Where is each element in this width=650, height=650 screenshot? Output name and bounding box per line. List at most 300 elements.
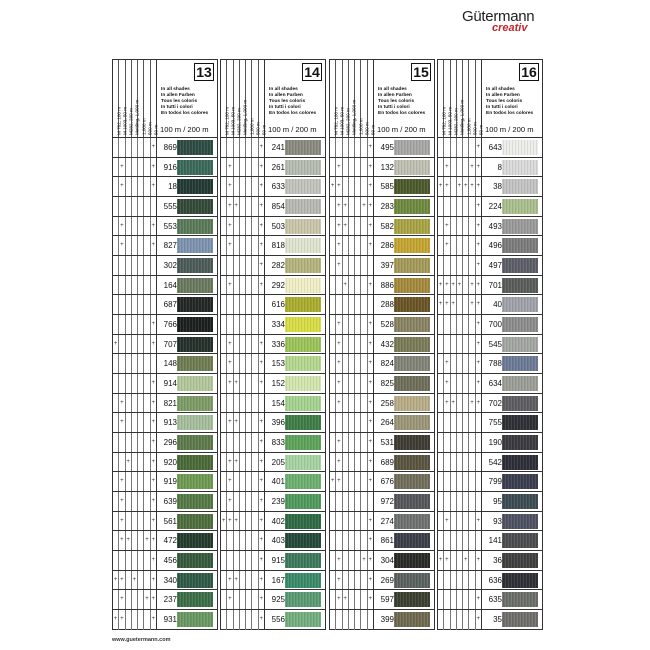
- shade-code: 496: [488, 241, 502, 251]
- availability-mark: +: [337, 576, 341, 583]
- availability-cell: [368, 256, 374, 275]
- shade-row: [330, 590, 434, 610]
- shade-code: 35: [493, 615, 502, 625]
- availability-cell: [151, 394, 157, 413]
- availability-cell: [368, 571, 374, 590]
- language-line: In all shades: [161, 87, 190, 92]
- column-header: [476, 60, 482, 137]
- shade-row: [221, 531, 325, 551]
- shade-row: [438, 551, 542, 571]
- availability-mark: +: [476, 616, 480, 623]
- availability-mark: +: [151, 616, 155, 623]
- availability-cell: [259, 531, 265, 550]
- availability-mark: +: [113, 576, 118, 583]
- shade-code: 286: [380, 241, 394, 251]
- languages-note: [161, 87, 208, 117]
- shade-code: 493: [488, 221, 502, 231]
- thread-swatch: [394, 494, 430, 509]
- shade-code: 38: [493, 182, 502, 192]
- shade-row: [330, 276, 434, 296]
- shade-row: [438, 256, 542, 276]
- availability-cell: [151, 531, 157, 550]
- length-label: 100 m / 200 m: [160, 125, 209, 134]
- thread-swatch: [285, 199, 321, 214]
- shade-code: 282: [271, 261, 285, 271]
- availability-cell: [151, 374, 157, 393]
- availability-mark: +: [228, 517, 232, 524]
- shade-code: 556: [271, 615, 285, 625]
- availability-cell: [259, 610, 265, 630]
- availability-mark: +: [368, 399, 372, 406]
- thread-swatch: [285, 140, 321, 155]
- availability-mark: +: [337, 163, 341, 170]
- shade-code: 8: [497, 162, 502, 172]
- availability-cell: [151, 433, 157, 452]
- thread-swatch: [177, 356, 213, 371]
- availability-cell: [476, 138, 482, 157]
- shade-code: 503: [271, 221, 285, 231]
- language-line: In tutti i colori: [486, 105, 518, 110]
- availability-mark: +: [337, 458, 341, 465]
- shade-code: 788: [488, 359, 502, 369]
- shade-row: [221, 177, 325, 197]
- shade-row: [113, 217, 217, 237]
- shade-code: 827: [163, 241, 177, 251]
- availability-mark: +: [330, 478, 335, 485]
- availability-cell: [259, 217, 265, 236]
- availability-mark: +: [445, 242, 449, 249]
- shade-code: 190: [488, 438, 502, 448]
- thread-swatch: [394, 317, 430, 332]
- availability-mark: +: [259, 576, 263, 583]
- shade-panel-15: [329, 59, 435, 630]
- shade-code: 597: [380, 595, 394, 605]
- availability-cell: [476, 276, 482, 295]
- availability-cell: [476, 571, 482, 590]
- shade-row: [330, 610, 434, 630]
- availability-mark: +: [445, 301, 449, 308]
- shade-code: 531: [380, 438, 394, 448]
- thread-swatch: [177, 474, 213, 489]
- availability-cell: [151, 138, 157, 157]
- shade-code: 702: [488, 398, 502, 408]
- availability-cell: [259, 394, 265, 413]
- availability-mark: +: [151, 458, 155, 465]
- availability-mark: +: [145, 596, 149, 603]
- availability-cell: [368, 472, 374, 491]
- availability-cell: [368, 315, 374, 334]
- shade-row: [221, 217, 325, 237]
- shade-row: [113, 158, 217, 178]
- availability-mark: +: [368, 576, 372, 583]
- panel-header: [330, 60, 434, 138]
- thread-swatch: [177, 199, 213, 214]
- availability-mark: +: [120, 399, 124, 406]
- thread-swatch: [177, 179, 213, 194]
- availability-mark: +: [368, 281, 372, 288]
- language-line: In allen Farben: [378, 93, 412, 98]
- availability-mark: +: [368, 183, 372, 190]
- shade-code: 495: [380, 143, 394, 152]
- column-label: 50 m: [478, 124, 484, 135]
- brand-subname: creativ: [492, 22, 528, 34]
- shade-row: [330, 472, 434, 492]
- availability-mark: +: [451, 301, 455, 308]
- availability-mark: +: [476, 301, 480, 308]
- availability-mark: +: [368, 439, 372, 446]
- availability-cell: [151, 177, 157, 196]
- shade-code: 824: [380, 359, 394, 369]
- shade-row: [330, 138, 434, 158]
- column-label: 50 m: [370, 124, 376, 135]
- shade-code: 237: [163, 595, 177, 605]
- availability-mark: +: [259, 183, 263, 190]
- shade-row: [438, 295, 542, 315]
- panel-number: 15: [411, 63, 431, 81]
- thread-swatch: [502, 396, 538, 411]
- availability-mark: +: [476, 596, 480, 603]
- shade-row: [330, 512, 434, 532]
- column-label: 1,000 m: [466, 118, 472, 135]
- availability-mark: +: [337, 203, 341, 210]
- thread-swatch: [394, 278, 430, 293]
- availability-cell: [259, 138, 265, 157]
- availability-mark: +: [259, 419, 263, 426]
- availability-mark: +: [368, 478, 372, 485]
- thread-swatch: [285, 258, 321, 273]
- availability-cell: [476, 413, 482, 432]
- availability-mark: +: [120, 478, 124, 485]
- availability-cell: [151, 276, 157, 295]
- shade-code: 833: [271, 438, 285, 448]
- availability-mark: +: [151, 478, 155, 485]
- availability-mark: +: [337, 321, 341, 328]
- availability-mark: +: [120, 576, 124, 583]
- availability-mark: +: [259, 478, 263, 485]
- availability-mark: +: [259, 498, 263, 505]
- shade-code: 167: [271, 575, 285, 585]
- availability-mark: +: [151, 439, 155, 446]
- language-line: Tous les coloris: [269, 99, 306, 104]
- shade-row: [221, 197, 325, 217]
- availability-cell: [259, 453, 265, 472]
- shade-panel-16: [437, 59, 543, 630]
- shade-code: 288: [380, 300, 394, 310]
- shade-code: 264: [380, 418, 394, 428]
- language-line: Tous les coloris: [378, 99, 415, 104]
- availability-cell: [368, 295, 374, 314]
- thread-swatch: [285, 376, 321, 391]
- shade-row: [330, 236, 434, 256]
- shade-row: [221, 472, 325, 492]
- panel-number: 14: [302, 63, 322, 81]
- availability-cell: [151, 256, 157, 275]
- availability-mark: +: [337, 380, 341, 387]
- availability-mark: +: [451, 399, 455, 406]
- thread-swatch: [177, 258, 213, 273]
- column-header: [259, 60, 265, 137]
- shade-row: [221, 295, 325, 315]
- shade-code: 36: [493, 556, 502, 566]
- availability-mark: +: [476, 222, 480, 229]
- availability-mark: +: [228, 576, 232, 583]
- thread-swatch: [177, 337, 213, 352]
- thread-swatch: [177, 455, 213, 470]
- thread-swatch: [285, 337, 321, 352]
- availability-mark: +: [337, 222, 341, 229]
- column-label: M 782, 100 m: [441, 106, 447, 135]
- availability-mark: +: [120, 498, 124, 505]
- shade-row: [330, 374, 434, 394]
- thread-swatch: [502, 573, 538, 588]
- availability-mark: +: [120, 222, 124, 229]
- availability-mark: +: [463, 183, 468, 190]
- availability-cell: [151, 217, 157, 236]
- shade-code: 95: [493, 497, 502, 507]
- availability-cell: [368, 413, 374, 432]
- shade-code: 205: [271, 457, 285, 467]
- thread-swatch: [502, 592, 538, 607]
- availability-cell: [368, 138, 374, 157]
- shade-code: 545: [488, 339, 502, 349]
- length-label: 100 m / 200 m: [485, 125, 534, 134]
- shade-code: 635: [488, 595, 502, 605]
- shade-row: [221, 256, 325, 276]
- shade-code: 401: [271, 477, 285, 487]
- availability-cell: [368, 374, 374, 393]
- availability-mark: +: [228, 419, 232, 426]
- shade-code: 18: [168, 182, 177, 192]
- thread-swatch: [394, 199, 430, 214]
- shade-row: [438, 610, 542, 630]
- availability-mark: +: [330, 183, 335, 190]
- column-label: M282, 200 m: [236, 108, 242, 135]
- shade-row: [330, 433, 434, 453]
- availability-cell: [368, 590, 374, 609]
- thread-swatch: [394, 219, 430, 234]
- availability-cell: [476, 531, 482, 550]
- shade-code: 854: [271, 202, 285, 212]
- availability-mark: +: [337, 557, 341, 564]
- thread-swatch: [285, 179, 321, 194]
- shade-row: [438, 138, 542, 158]
- availability-cell: [259, 571, 265, 590]
- shade-row: [113, 531, 217, 551]
- thread-swatch: [177, 140, 213, 155]
- panel-number: 13: [194, 63, 214, 81]
- availability-cell: [151, 453, 157, 472]
- shade-code: 132: [380, 162, 394, 172]
- column-label: 500 m: [255, 122, 261, 135]
- availability-mark: +: [120, 419, 124, 426]
- availability-mark: +: [228, 596, 232, 603]
- column-header: [368, 60, 374, 137]
- shade-rows: [221, 138, 325, 630]
- availability-mark: +: [451, 281, 455, 288]
- shade-row: [113, 295, 217, 315]
- availability-mark: +: [228, 360, 232, 367]
- thread-swatch: [177, 317, 213, 332]
- availability-mark: +: [362, 203, 366, 210]
- column-label: M 782, 100 m: [116, 106, 122, 135]
- availability-cell: [151, 315, 157, 334]
- availability-cell: [476, 492, 482, 511]
- shade-row: [113, 453, 217, 473]
- availability-cell: [368, 531, 374, 550]
- thread-swatch: [394, 160, 430, 175]
- thread-swatch: [394, 297, 430, 312]
- availability-cell: [151, 335, 157, 354]
- shade-row: [438, 276, 542, 296]
- shade-row: [330, 571, 434, 591]
- shade-code: 336: [271, 339, 285, 349]
- availability-mark: +: [228, 242, 232, 249]
- thread-swatch: [285, 573, 321, 588]
- shade-row: [221, 394, 325, 414]
- availability-cell: [151, 571, 157, 590]
- shade-code: 334: [271, 320, 285, 330]
- thread-swatch: [394, 533, 430, 548]
- thread-swatch: [394, 474, 430, 489]
- shade-row: [438, 472, 542, 492]
- availability-mark: +: [476, 380, 480, 387]
- availability-cell: [368, 217, 374, 236]
- availability-mark: +: [234, 517, 238, 524]
- shade-code: 585: [380, 182, 394, 192]
- shade-code: 915: [271, 556, 285, 566]
- availability-cell: [151, 197, 157, 216]
- thread-swatch: [177, 612, 213, 627]
- thread-swatch: [285, 474, 321, 489]
- thread-swatch: [177, 160, 213, 175]
- availability-mark: +: [259, 517, 263, 524]
- availability-mark: +: [343, 596, 347, 603]
- shade-row: [113, 354, 217, 374]
- shade-code: 283: [380, 202, 394, 212]
- availability-mark: +: [457, 183, 462, 190]
- availability-mark: +: [228, 498, 232, 505]
- shade-panel-13: [112, 59, 218, 630]
- column-label: Mettling, 1,000 m: [134, 99, 140, 135]
- shade-row: [113, 315, 217, 335]
- shade-code: 258: [380, 398, 394, 408]
- availability-mark: +: [151, 183, 155, 190]
- shade-code: 920: [163, 457, 177, 467]
- shade-code: 304: [380, 556, 394, 566]
- availability-cell: [368, 354, 374, 373]
- shade-row: [330, 413, 434, 433]
- shade-code: 561: [163, 516, 177, 526]
- availability-cell: [368, 610, 374, 630]
- shade-code: 821: [163, 398, 177, 408]
- shade-code: 972: [380, 497, 394, 507]
- shade-code: 700: [488, 320, 502, 330]
- availability-mark: +: [151, 596, 155, 603]
- availability-mark: +: [337, 340, 341, 347]
- availability-mark: +: [259, 557, 263, 564]
- shade-row: [113, 492, 217, 512]
- panel-header: [113, 60, 217, 138]
- shade-code: 555: [163, 202, 177, 212]
- column-label: M 1003, 50 m: [230, 106, 236, 135]
- brand-logo: [462, 8, 542, 38]
- availability-mark: +: [228, 281, 232, 288]
- availability-cell: [151, 354, 157, 373]
- availability-mark: +: [368, 321, 372, 328]
- shade-row: [330, 551, 434, 571]
- shade-code: 154: [271, 398, 285, 408]
- languages-note: [486, 87, 533, 117]
- availability-cell: [368, 512, 374, 531]
- shade-code: 269: [380, 575, 394, 585]
- thread-swatch: [177, 573, 213, 588]
- shade-row: [113, 413, 217, 433]
- shade-code: 239: [271, 497, 285, 507]
- shade-row: [330, 315, 434, 335]
- thread-swatch: [177, 592, 213, 607]
- shade-code: 553: [163, 221, 177, 231]
- availability-cell: [151, 590, 157, 609]
- shade-code: 456: [163, 556, 177, 566]
- shade-panel-14: [220, 59, 326, 630]
- availability-mark: +: [476, 183, 480, 190]
- availability-mark: +: [234, 380, 238, 387]
- column-label: 50 m: [153, 124, 159, 135]
- availability-mark: +: [368, 458, 372, 465]
- language-line: In allen Farben: [486, 93, 520, 98]
- availability-cell: [259, 158, 265, 177]
- shade-row: [330, 531, 434, 551]
- shade-row: [221, 453, 325, 473]
- availability-mark: +: [438, 183, 443, 190]
- shade-code: 914: [163, 379, 177, 389]
- shade-row: [330, 217, 434, 237]
- thread-swatch: [394, 553, 430, 568]
- shade-row: [113, 236, 217, 256]
- shade-code: 141: [488, 536, 502, 546]
- availability-cell: [476, 433, 482, 452]
- shade-rows: [438, 138, 542, 630]
- thread-swatch: [177, 297, 213, 312]
- thread-swatch: [177, 514, 213, 529]
- availability-mark: +: [445, 557, 449, 564]
- availability-mark: +: [228, 183, 232, 190]
- thread-swatch: [285, 297, 321, 312]
- shade-row: [221, 374, 325, 394]
- shade-code: 432: [380, 339, 394, 349]
- shade-row: [438, 492, 542, 512]
- column-header: [151, 60, 157, 137]
- column-label: 1,000 m: [249, 118, 255, 135]
- thread-swatch: [177, 415, 213, 430]
- availability-mark: +: [259, 340, 263, 347]
- availability-cell: [476, 472, 482, 491]
- availability-cell: [476, 335, 482, 354]
- column-label: Mettling, 1,000 m: [242, 99, 248, 135]
- thread-swatch: [394, 435, 430, 450]
- availability-mark: +: [368, 144, 372, 150]
- shade-code: 818: [271, 241, 285, 251]
- availability-mark: +: [113, 340, 118, 347]
- availability-mark: +: [476, 321, 480, 328]
- column-label: 1,000 m: [358, 118, 364, 135]
- thread-swatch: [502, 474, 538, 489]
- brand-name: Gütermann: [462, 8, 535, 25]
- availability-mark: +: [445, 183, 449, 190]
- shade-row: [221, 413, 325, 433]
- availability-mark: +: [151, 340, 155, 347]
- shade-code: 643: [488, 143, 502, 152]
